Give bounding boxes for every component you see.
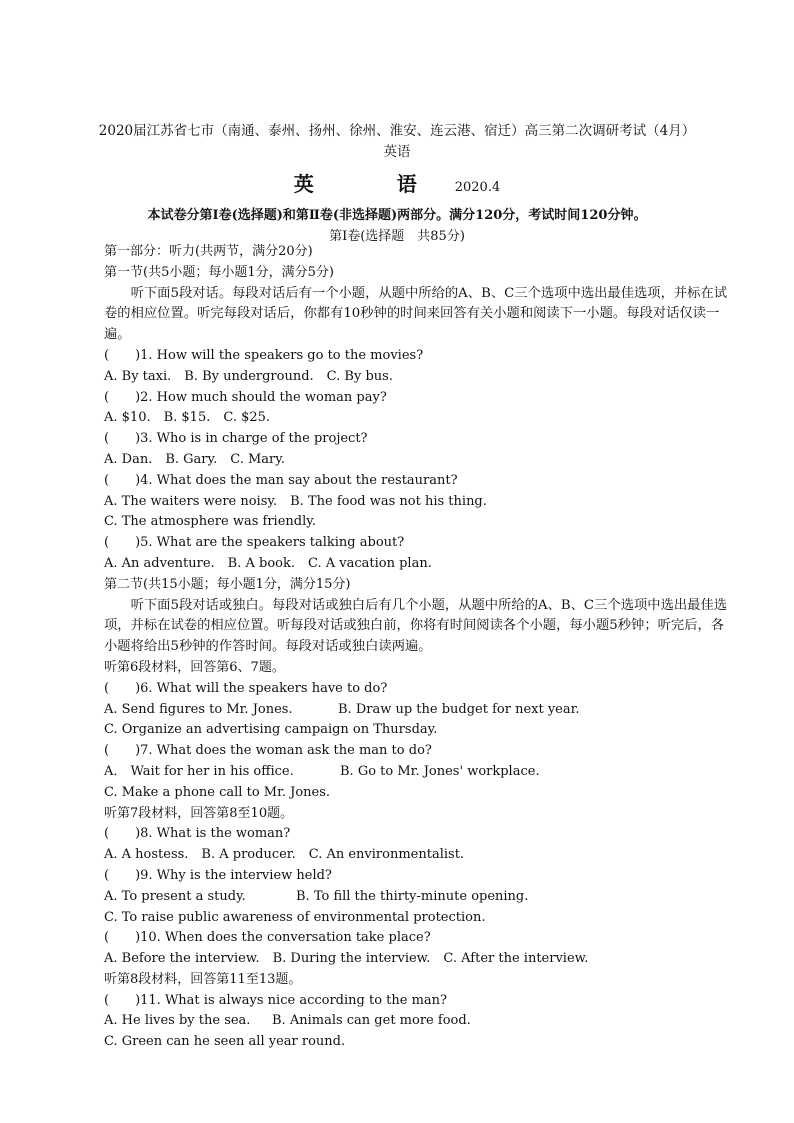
title-main: 英 语	[293, 172, 455, 196]
question-option: C. Make a phone call to Mr. Jones.	[104, 784, 331, 800]
question-option: B. Draw up the budget for next year.	[338, 701, 580, 717]
question-option: C. To raise public awareness of environmental protection.	[104, 909, 486, 925]
question-stem: ( )1. How will the speakers go to the movies?	[104, 347, 424, 363]
question-stem: ( )8. What is the woman?	[104, 826, 291, 842]
exam-header-subject: 英语	[383, 144, 411, 160]
section-heading: 第一节(共5小题；每小题1分，满分5分)	[104, 264, 334, 280]
question-option: B. To fill the thirty-minute opening.	[296, 888, 529, 904]
page-title	[0, 168, 794, 197]
question-options	[104, 1011, 736, 1032]
material-heading: 听第6段材料，回答第6、7题。	[104, 659, 285, 675]
question-option: B. Go to Mr. Jones' workplace.	[340, 763, 540, 779]
section-instructions: 听下面5段对话。每段对话后有一个小题，从题中所给的A、B、C三个选项中选出最佳选项，并标在试卷的相应位置。听完每段对话后，你都有10秒钟的时间来回答有关小题和阅读下一小题。每段对话仅读一遍。	[104, 285, 728, 343]
question-option: C. Green can he seen all year round.	[104, 1034, 346, 1050]
material-heading: 听第8段材料，回答第11至13题。	[104, 971, 302, 987]
question-options: A. Before the interview. B. During the interview. C. After the interview.	[104, 951, 589, 967]
question-option: B. Animals can get more food.	[272, 1013, 471, 1029]
question-options: A. A hostess. B. A producer. C. An environmentalist.	[104, 847, 465, 863]
question-stem: ( )7. What does the woman ask the man to do?	[104, 743, 432, 759]
question-options: A. By taxi. B. By underground. C. By bus.	[104, 368, 393, 384]
section-instructions: 听下面5段对话或独白。每段对话或独白后有几个小题，从题中所给的A、B、C三个选项中选出最佳选项，并标在试卷的相应位置。听每段对话或独白前，你将有时间阅读各个小题，每小题5秒钟；听完后，各小题将给出5秒钟的作答时间。每段对话或独白读两遍。	[104, 597, 728, 655]
question-stem: ( )5. What are the speakers talking about?	[104, 535, 405, 551]
question-stem: ( )3. Who is in charge of the project?	[104, 431, 368, 447]
paper-description: 本试卷分第Ⅰ卷(选择题)和第Ⅱ卷(非选择题)两部分。满分120分，考试时间120分钟。	[147, 208, 647, 223]
question-body	[104, 242, 736, 1053]
question-option: C. The atmosphere was friendly.	[104, 514, 317, 530]
question-option: C. Organize an advertising campaign on Thursday.	[104, 722, 438, 738]
question-option: A. To present a study.	[104, 888, 246, 904]
question-option: A． Wait for her in his office.	[104, 763, 294, 779]
exam-header-title: 2020届江苏省七市（南通、泰州、扬州、徐州、淮安、连云港、宿迁）高三第二次调研考试（4月）	[98, 123, 696, 139]
question-stem: ( )6. What will the speakers have to do?	[104, 680, 388, 696]
part-heading: 第一部分：听力(共两节，满分20分)	[104, 244, 313, 259]
question-options: A. The waiters were noisy. B. The food was not his thing.	[104, 493, 487, 509]
question-stem: ( )10. When does the conversation take place?	[104, 930, 431, 946]
question-options	[104, 762, 736, 783]
question-stem: ( )2. How much should the woman pay?	[104, 389, 387, 405]
question-options: A. $10. B. $15. C. $25.	[104, 410, 271, 426]
title-date: 2020.4	[454, 180, 501, 195]
question-options	[104, 700, 736, 721]
question-stem: ( )9. Why is the interview held?	[104, 867, 332, 883]
volume-heading: 第Ⅰ卷(选择题 共85分)	[329, 229, 465, 244]
section-heading: 第二节(共15小题；每小题1分，满分15分)	[104, 576, 351, 592]
question-stem: ( )11. What is always nice according to the man?	[104, 992, 448, 1008]
question-options	[104, 887, 736, 908]
question-option: A. Send figures to Mr. Jones.	[104, 701, 293, 717]
question-stem: ( )4. What does the man say about the restaurant?	[104, 472, 458, 488]
material-heading: 听第7段材料，回答第8至10题。	[104, 805, 294, 821]
question-options: A. Dan. B. Gary. C. Mary.	[104, 451, 286, 467]
question-options: A. An adventure. B. A book. C. A vacation plan.	[104, 555, 432, 571]
question-option: A. He lives by the sea.	[104, 1013, 251, 1029]
